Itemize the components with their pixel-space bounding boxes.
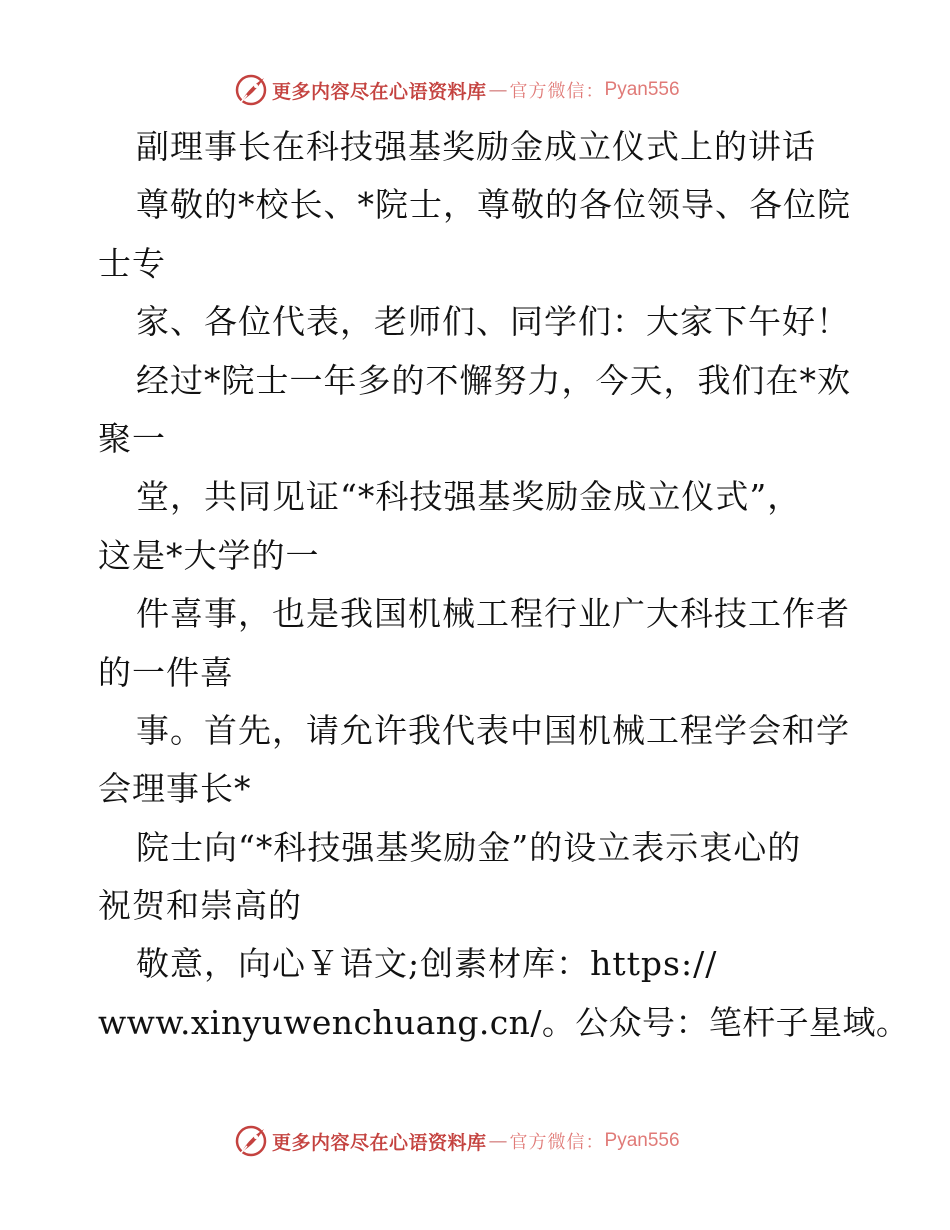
paragraph-line: 堂，共同见证“*科技强基奖励金成立仪式”，: [136, 477, 802, 517]
footer-banner: [234, 1123, 680, 1159]
document-title: 副理事长在科技强基奖励金成立仪式上的讲话: [136, 127, 816, 166]
paragraph-line: 祝贺和崇高的: [98, 886, 302, 926]
paragraph-line: 的一件喜: [98, 652, 234, 692]
paragraph-line-url: www.xinyuwenchuang.cn/。公众号：笔杆子星域。: [98, 1002, 910, 1042]
paragraph-line: 士专: [98, 243, 166, 283]
paragraph-line: 事。首先，请允许我代表中国机械工程学会和学: [136, 710, 850, 750]
banner-separator: —: [488, 79, 508, 101]
header-banner: [234, 72, 680, 108]
paragraph-line: 敬意，向心￥语文;创素材库：https://: [136, 944, 718, 984]
banner-wechat-label: 官方微信：: [509, 81, 605, 102]
banner-wechat-id: Pyan556: [604, 1130, 680, 1151]
banner-wechat-label: 官方微信：: [509, 1132, 605, 1153]
paragraph-line: 这是*大学的一: [98, 535, 320, 575]
paragraph-line: 院士向“*科技强基奖励金”的设立表示衷心的: [136, 827, 802, 867]
paragraph-line: 经过*院士一年多的不懈努力，今天，我们在*欢: [136, 360, 851, 400]
banner-brand-text: 更多内容尽在心语资料库: [272, 1131, 487, 1154]
paragraph-line: 件喜事，也是我国机械工程行业广大科技工作者: [136, 594, 850, 634]
banner-brand-text: 更多内容尽在心语资料库: [272, 80, 487, 103]
paragraph-line: 尊敬的*校长、*院士，尊敬的各位领导、各位院: [136, 185, 851, 225]
quill-pen-logo-icon: [234, 73, 268, 107]
paragraph-line: 会理事长*: [98, 769, 252, 809]
quill-pen-logo-icon: [234, 1124, 268, 1158]
banner-wechat-id: Pyan556: [604, 79, 680, 100]
document-body: [98, 118, 910, 1052]
paragraph-line: 家、各位代表，老师们、同学们：大家下午好！: [136, 302, 850, 342]
paragraph-line: 聚一: [98, 418, 166, 458]
banner-separator: —: [488, 1130, 508, 1152]
